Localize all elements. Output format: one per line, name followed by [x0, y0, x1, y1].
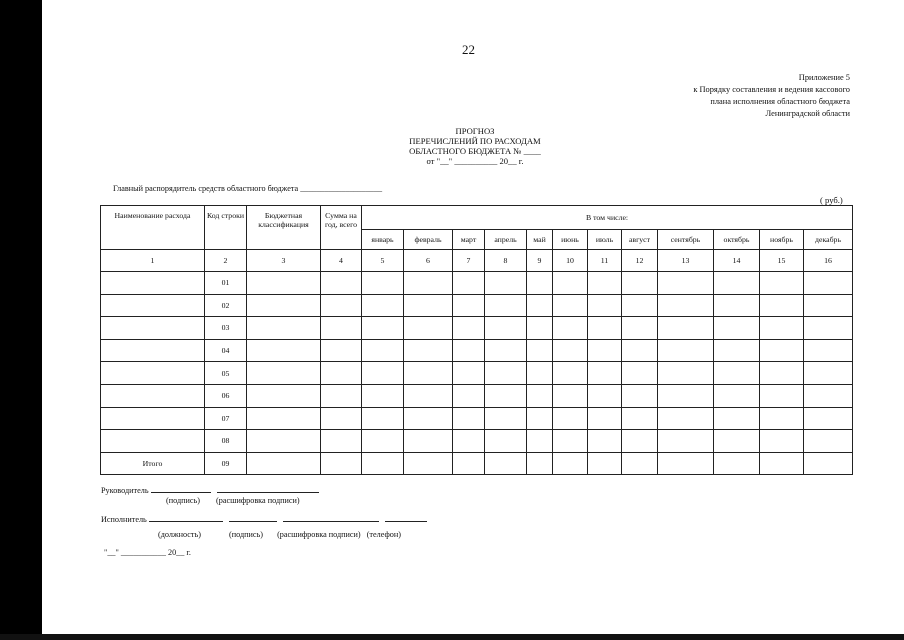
header-row	[101, 206, 853, 230]
value-cell[interactable]	[622, 362, 658, 385]
value-cell[interactable]	[247, 317, 321, 340]
row-code-cell: 08	[205, 430, 247, 453]
value-cell[interactable]	[527, 384, 553, 407]
month-header: август	[622, 230, 658, 250]
title-line: от "__" __________ 20__ г.	[426, 156, 524, 166]
value-cell[interactable]	[553, 407, 588, 430]
value-cell[interactable]	[588, 384, 622, 407]
value-cell[interactable]	[658, 384, 714, 407]
value-cell[interactable]	[658, 294, 714, 317]
month-header: ноябрь	[760, 230, 804, 250]
scan-bottom-edge	[0, 634, 904, 640]
value-cell[interactable]	[658, 317, 714, 340]
forecast-table	[100, 205, 853, 475]
appendix-line: Ленинградской области	[765, 109, 850, 118]
value-cell[interactable]	[804, 384, 853, 407]
value-cell[interactable]	[588, 294, 622, 317]
value-cell[interactable]	[804, 272, 853, 295]
value-cell[interactable]	[404, 430, 453, 453]
exec-phone-caption: (телефон)	[366, 530, 401, 539]
value-cell[interactable]	[553, 317, 588, 340]
month-header: февраль	[404, 230, 453, 250]
exec-decode-caption: (расшифровка подписи)	[277, 530, 361, 539]
executor-signature-line	[101, 514, 427, 524]
value-cell[interactable]	[527, 339, 553, 362]
value-cell[interactable]	[485, 407, 527, 430]
value-cell[interactable]	[622, 452, 658, 475]
value-cell[interactable]	[485, 384, 527, 407]
page-number: 22	[462, 42, 475, 57]
value-cell[interactable]	[404, 272, 453, 295]
column-number: 7	[453, 250, 485, 272]
row-code-cell: 06	[205, 384, 247, 407]
value-cell[interactable]	[453, 452, 485, 475]
value-cell[interactable]	[247, 294, 321, 317]
value-cell[interactable]	[453, 384, 485, 407]
appendix-header	[550, 72, 850, 120]
value-cell[interactable]	[527, 317, 553, 340]
row-name-cell[interactable]	[101, 362, 205, 385]
value-cell[interactable]	[553, 272, 588, 295]
row-name-cell[interactable]	[101, 317, 205, 340]
value-cell[interactable]	[247, 272, 321, 295]
row-code-cell: 01	[205, 272, 247, 295]
table-row	[101, 362, 853, 385]
value-cell[interactable]	[714, 362, 760, 385]
value-cell[interactable]	[453, 317, 485, 340]
value-cell[interactable]	[362, 317, 404, 340]
exec-decode-blank[interactable]	[283, 514, 379, 522]
value-cell[interactable]	[760, 430, 804, 453]
column-number: 4	[321, 250, 362, 272]
row-code-cell: 09	[205, 452, 247, 475]
header-name: Наименование расхода	[101, 206, 205, 250]
value-cell[interactable]	[485, 294, 527, 317]
value-cell[interactable]	[760, 362, 804, 385]
value-cell[interactable]	[453, 339, 485, 362]
appendix-line: Приложение 5	[798, 73, 850, 82]
row-code-cell: 04	[205, 339, 247, 362]
value-cell[interactable]	[658, 272, 714, 295]
value-cell[interactable]	[321, 317, 362, 340]
signature-date: "__" ___________ 20__ г.	[104, 548, 191, 557]
column-number: 6	[404, 250, 453, 272]
column-number: 15	[760, 250, 804, 272]
head-captions	[166, 496, 300, 505]
value-cell[interactable]	[760, 294, 804, 317]
value-cell[interactable]	[485, 452, 527, 475]
value-cell[interactable]	[714, 294, 760, 317]
value-cell[interactable]	[804, 452, 853, 475]
value-cell[interactable]	[404, 339, 453, 362]
value-cell[interactable]	[760, 339, 804, 362]
document-title	[330, 126, 620, 166]
value-cell[interactable]	[404, 294, 453, 317]
header-code: Код строки	[205, 206, 247, 250]
column-number: 14	[714, 250, 760, 272]
table-row	[101, 407, 853, 430]
value-cell[interactable]	[760, 452, 804, 475]
table-row	[101, 339, 853, 362]
value-cell[interactable]	[714, 407, 760, 430]
value-cell[interactable]	[804, 317, 853, 340]
value-cell[interactable]	[622, 294, 658, 317]
value-cell[interactable]	[485, 430, 527, 453]
row-name-cell[interactable]: Итого	[101, 452, 205, 475]
month-header: май	[527, 230, 553, 250]
value-cell[interactable]	[588, 430, 622, 453]
value-cell[interactable]	[553, 430, 588, 453]
value-cell[interactable]	[622, 430, 658, 453]
value-cell[interactable]	[247, 384, 321, 407]
value-cell[interactable]	[527, 407, 553, 430]
value-cell[interactable]	[804, 339, 853, 362]
row-name-cell[interactable]	[101, 272, 205, 295]
value-cell[interactable]	[362, 294, 404, 317]
value-cell[interactable]	[453, 294, 485, 317]
value-cell[interactable]	[453, 430, 485, 453]
value-cell[interactable]	[362, 407, 404, 430]
executor-label: Исполнитель	[101, 515, 147, 524]
value-cell[interactable]	[804, 362, 853, 385]
executor-captions	[158, 530, 401, 539]
table-row	[101, 272, 853, 295]
head-label: Руководитель	[101, 486, 149, 495]
exec-phone-blank[interactable]	[385, 514, 427, 522]
value-cell[interactable]	[714, 452, 760, 475]
chief-manager-line: Главный распорядитель средств областного бюджета ____________________	[113, 184, 383, 193]
value-cell[interactable]	[658, 407, 714, 430]
table-row	[101, 452, 853, 475]
row-name-cell[interactable]	[101, 294, 205, 317]
value-cell[interactable]	[588, 407, 622, 430]
value-cell[interactable]	[622, 272, 658, 295]
table-row	[101, 317, 853, 340]
row-name-cell[interactable]	[101, 384, 205, 407]
value-cell[interactable]	[553, 384, 588, 407]
column-number: 11	[588, 250, 622, 272]
value-cell[interactable]	[588, 317, 622, 340]
value-cell[interactable]	[404, 317, 453, 340]
column-numbers-row	[101, 250, 853, 272]
title-line: ПЕРЕЧИСЛЕНИЙ ПО РАСХОДАМ	[409, 136, 541, 146]
header-budget-class: Бюджетная классификация	[247, 206, 321, 250]
value-cell[interactable]	[362, 430, 404, 453]
value-cell[interactable]	[247, 452, 321, 475]
value-cell[interactable]	[362, 272, 404, 295]
value-cell[interactable]	[588, 272, 622, 295]
appendix-line: плана исполнения областного бюджета	[710, 97, 850, 106]
table-row	[101, 384, 853, 407]
value-cell[interactable]	[321, 384, 362, 407]
exec-sign-caption: (подпись)	[229, 530, 264, 539]
value-cell[interactable]	[622, 407, 658, 430]
table-row	[101, 430, 853, 453]
exec-sign-blank[interactable]	[229, 514, 277, 522]
head-signature-line	[101, 485, 319, 495]
value-cell[interactable]	[553, 339, 588, 362]
value-cell[interactable]	[527, 272, 553, 295]
value-cell[interactable]	[622, 339, 658, 362]
row-code-cell: 05	[205, 362, 247, 385]
month-header: март	[453, 230, 485, 250]
value-cell[interactable]	[485, 317, 527, 340]
value-cell[interactable]	[247, 339, 321, 362]
month-header: декабрь	[804, 230, 853, 250]
scan-left-edge	[0, 0, 42, 640]
value-cell[interactable]	[804, 407, 853, 430]
value-cell[interactable]	[760, 272, 804, 295]
value-cell[interactable]	[527, 430, 553, 453]
appendix-line: к Порядку составления и ведения кассового	[693, 85, 850, 94]
value-cell[interactable]	[247, 362, 321, 385]
value-cell[interactable]	[622, 317, 658, 340]
value-cell[interactable]	[321, 272, 362, 295]
value-cell[interactable]	[485, 272, 527, 295]
value-cell[interactable]	[553, 362, 588, 385]
value-cell[interactable]	[804, 430, 853, 453]
value-cell[interactable]	[362, 339, 404, 362]
column-number: 9	[527, 250, 553, 272]
value-cell[interactable]	[247, 407, 321, 430]
row-name-cell[interactable]	[101, 407, 205, 430]
value-cell[interactable]	[321, 430, 362, 453]
title-line: ПРОГНОЗ	[455, 126, 495, 136]
value-cell[interactable]	[760, 317, 804, 340]
value-cell[interactable]	[362, 452, 404, 475]
header-sum-year: Сумма на год, всего	[321, 206, 362, 250]
month-header: октябрь	[714, 230, 760, 250]
column-number: 3	[247, 250, 321, 272]
value-cell[interactable]	[658, 362, 714, 385]
value-cell[interactable]	[527, 452, 553, 475]
header-including: В том числе:	[362, 206, 853, 230]
value-cell[interactable]	[588, 452, 622, 475]
value-cell[interactable]	[553, 294, 588, 317]
value-cell[interactable]	[622, 384, 658, 407]
exec-position-blank[interactable]	[149, 514, 223, 522]
month-header: апрель	[485, 230, 527, 250]
row-code-cell: 02	[205, 294, 247, 317]
value-cell[interactable]	[714, 384, 760, 407]
head-sign-blank[interactable]	[151, 485, 211, 493]
value-cell[interactable]	[760, 384, 804, 407]
column-number: 8	[485, 250, 527, 272]
value-cell[interactable]	[658, 339, 714, 362]
value-cell[interactable]	[658, 430, 714, 453]
value-cell[interactable]	[714, 317, 760, 340]
value-cell[interactable]	[553, 452, 588, 475]
month-header: январь	[362, 230, 404, 250]
value-cell[interactable]	[527, 362, 553, 385]
value-cell[interactable]	[321, 452, 362, 475]
head-sign-caption: (подпись)	[166, 496, 200, 505]
table-row	[101, 294, 853, 317]
month-header: сентябрь	[658, 230, 714, 250]
value-cell[interactable]	[321, 339, 362, 362]
column-number: 10	[553, 250, 588, 272]
value-cell[interactable]	[362, 362, 404, 385]
value-cell[interactable]	[714, 339, 760, 362]
head-decode-caption: (расшифровка подписи)	[216, 496, 300, 505]
title-line: ОБЛАСТНОГО БЮДЖЕТА № ____	[409, 146, 541, 156]
row-name-cell[interactable]	[101, 430, 205, 453]
row-name-cell[interactable]	[101, 339, 205, 362]
column-number: 2	[205, 250, 247, 272]
month-header: июль	[588, 230, 622, 250]
value-cell[interactable]	[588, 339, 622, 362]
column-number: 13	[658, 250, 714, 272]
value-cell[interactable]	[453, 362, 485, 385]
value-cell[interactable]	[362, 384, 404, 407]
column-number: 16	[804, 250, 853, 272]
value-cell[interactable]	[404, 407, 453, 430]
unit-label: ( руб.)	[820, 195, 843, 205]
value-cell[interactable]	[404, 362, 453, 385]
row-code-cell: 03	[205, 317, 247, 340]
month-header: июнь	[553, 230, 588, 250]
value-cell[interactable]	[321, 407, 362, 430]
value-cell[interactable]	[321, 294, 362, 317]
value-cell[interactable]	[760, 407, 804, 430]
head-decode-blank[interactable]	[217, 485, 319, 493]
value-cell[interactable]	[453, 272, 485, 295]
value-cell[interactable]	[321, 362, 362, 385]
value-cell[interactable]	[658, 452, 714, 475]
column-number: 1	[101, 250, 205, 272]
exec-position-caption: (должность)	[158, 530, 201, 539]
value-cell[interactable]	[527, 294, 553, 317]
value-cell[interactable]	[247, 430, 321, 453]
value-cell[interactable]	[714, 430, 760, 453]
value-cell[interactable]	[714, 272, 760, 295]
value-cell[interactable]	[588, 362, 622, 385]
value-cell[interactable]	[485, 339, 527, 362]
value-cell[interactable]	[404, 384, 453, 407]
column-number: 5	[362, 250, 404, 272]
row-code-cell: 07	[205, 407, 247, 430]
value-cell[interactable]	[804, 294, 853, 317]
value-cell[interactable]	[404, 452, 453, 475]
value-cell[interactable]	[453, 407, 485, 430]
column-number: 12	[622, 250, 658, 272]
value-cell[interactable]	[485, 362, 527, 385]
